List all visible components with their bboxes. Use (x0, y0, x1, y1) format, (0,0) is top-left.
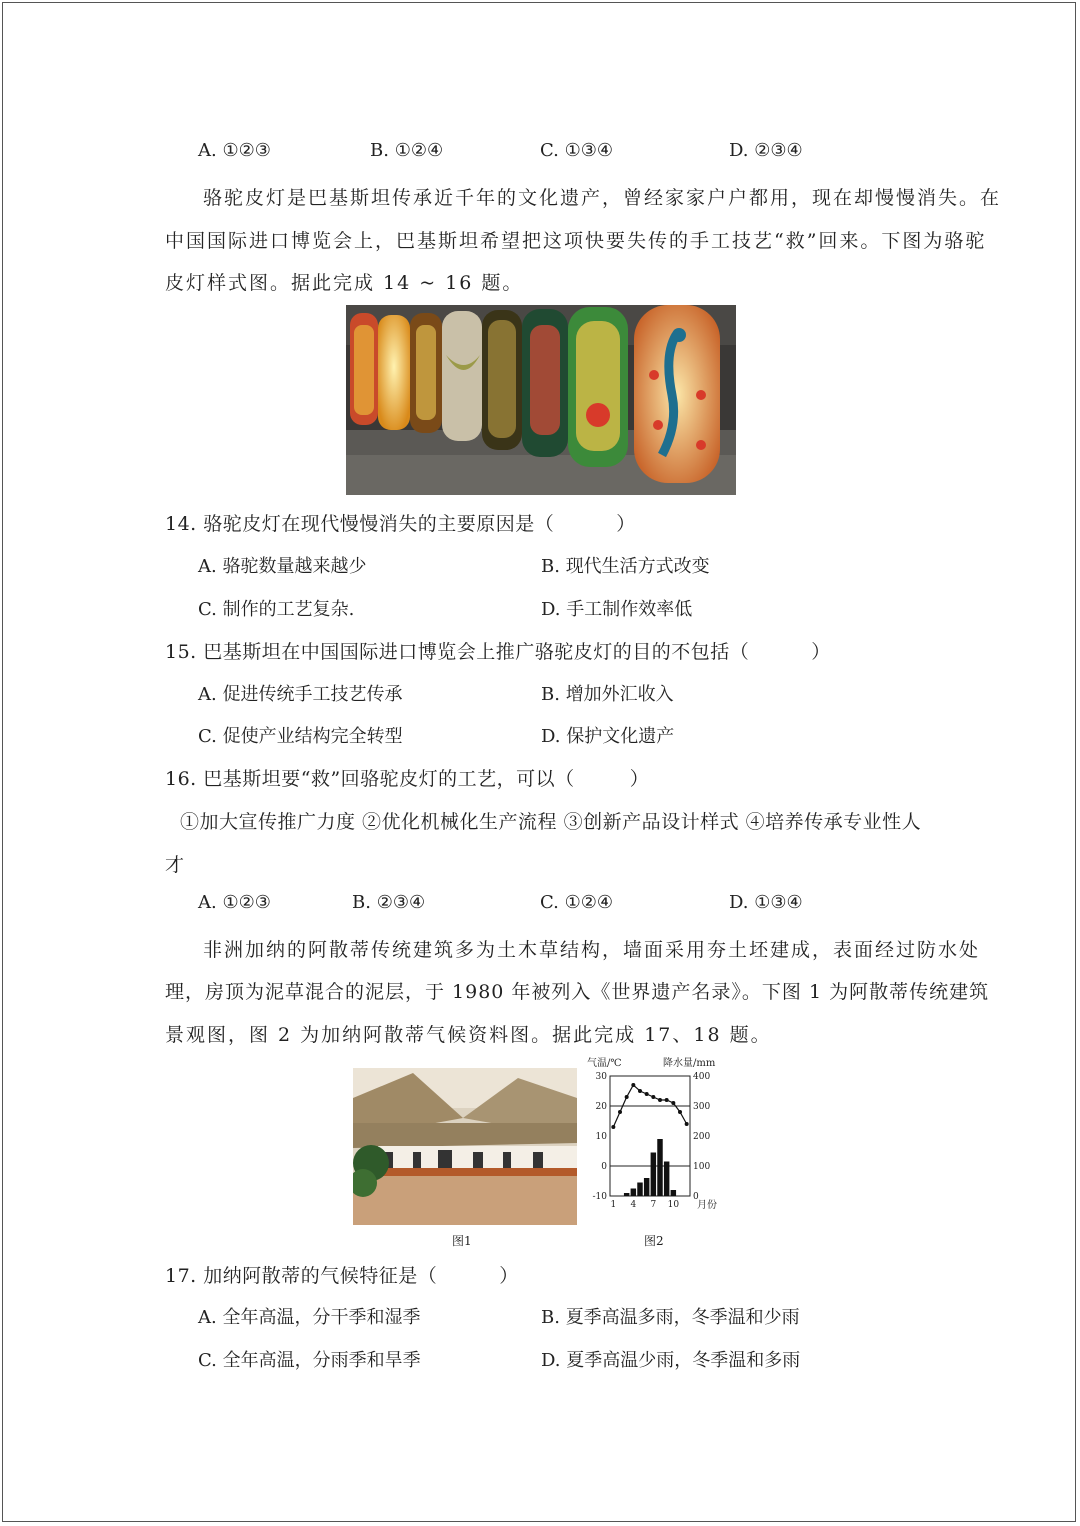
q16-option-b: B. ②③④ (352, 892, 426, 913)
temperature-tick-label: 10 (595, 1132, 607, 1142)
precipitation-tick-label: 300 (693, 1102, 711, 1112)
temperature-point (665, 1098, 669, 1102)
q15-stem: 15. 巴基斯坦在中国国际进口博览会上推广骆驼皮灯的目的不包括（ ） (165, 641, 831, 663)
precipitation-tick-label: 400 (693, 1072, 711, 1082)
temperature-point (611, 1125, 615, 1129)
temperature-point (658, 1098, 662, 1102)
ashanti-building-photo (353, 1068, 577, 1225)
temperature-point (671, 1101, 675, 1105)
temperature-point (685, 1122, 689, 1126)
temperature-point (638, 1089, 642, 1093)
q14-option-c: C. 制作的工艺复杂. (198, 599, 355, 620)
month-tick-label: 4 (630, 1200, 637, 1210)
passage2-line-3: 景观图，图 2 为加纳阿散蒂气候资料图。据此完成 17、18 题。 (165, 1024, 772, 1046)
q15-option-d: D. 保护文化遗产 (541, 726, 675, 747)
q17-stem: 17. 加纳阿散蒂的气候特征是（ ） (165, 1265, 519, 1287)
q15-option-c: C. 促使产业结构完全转型 (198, 726, 403, 747)
q17-option-a: A. 全年高温，分干季和湿季 (198, 1307, 421, 1328)
passage2-line-2: 理，房顶为泥草混合的泥层，于 1980 年被列入《世界遗产名录》。下图 1 为阿散蒂传统建筑 (165, 981, 990, 1003)
q13-option-a: A. ①②③ (198, 140, 271, 161)
q13-option-c: C. ①③④ (540, 140, 614, 161)
precipitation-bar (637, 1183, 642, 1197)
temperature-tick-label: 0 (601, 1162, 607, 1172)
q16-statements-line-1: ①加大宣传推广力度 ②优化机械化生产流程 ③创新产品设计样式 ④培养传承专业性人 (180, 811, 922, 833)
passage1-line-2: 中国国际进口博览会上，巴基斯坦希望把这项快要失传的手工技艺“救”回来。下图为骆驼 (165, 230, 987, 252)
precipitation-bar (671, 1190, 676, 1196)
month-axis-label: 月份 (697, 1200, 717, 1211)
q16-stem: 16. 巴基斯坦要“救”回骆驼皮灯的工艺，可以（ ） (165, 768, 650, 790)
temperature-point (618, 1110, 622, 1114)
q14-stem: 14. 骆驼皮灯在现代慢慢消失的主要原因是（ ） (165, 513, 636, 535)
q16-option-a: A. ①②③ (198, 892, 271, 913)
q14-option-a: A. 骆驼数量越来越少 (198, 556, 367, 577)
q15-option-b: B. 增加外汇收入 (541, 684, 674, 705)
figure1-caption: 图1 (452, 1234, 472, 1248)
precipitation-bar (651, 1153, 656, 1197)
precipitation-tick-label: 0 (693, 1192, 699, 1202)
temperature-point (651, 1095, 655, 1099)
figure2-caption: 图2 (644, 1234, 664, 1248)
plot-frame (610, 1076, 690, 1196)
q16-option-c: C. ①②④ (540, 892, 614, 913)
q13-option-b: B. ①②④ (370, 140, 444, 161)
temperature-point (678, 1110, 682, 1114)
precipitation-tick-label: 100 (693, 1162, 711, 1172)
precipitation-bar (664, 1162, 669, 1197)
temperature-point (645, 1092, 649, 1096)
q17-option-c: C. 全年高温，分雨季和旱季 (198, 1350, 421, 1371)
passage2-line-1: 非洲加纳的阿散蒂传统建筑多为土木草结构，墙面采用夯土坯建成，表面经过防水处 (203, 939, 981, 961)
passage1-line-3: 皮灯样式图。据此完成 14 ~ 16 题。 (165, 272, 524, 294)
camel-skin-lamps-photo (346, 305, 736, 495)
month-tick-label: 10 (667, 1200, 680, 1210)
q14-option-d: D. 手工制作效率低 (541, 599, 693, 620)
temperature-point (631, 1083, 635, 1087)
precipitation-tick-label: 200 (693, 1132, 711, 1142)
precipitation-bar (644, 1178, 649, 1196)
month-tick-label: 7 (650, 1200, 657, 1210)
temperature-tick-label: 30 (595, 1072, 607, 1082)
q15-option-a: A. 促进传统手工技艺传承 (198, 684, 403, 705)
month-tick-label: 1 (610, 1200, 617, 1210)
precipitation-bar (624, 1193, 629, 1196)
passage1-line-1: 骆驼皮灯是巴基斯坦传承近千年的文化遗产，曾经家家户户都用，现在却慢慢消失。在 (203, 187, 1002, 209)
precipitation-axis-label: 降水量/mm (663, 1058, 716, 1069)
q16-option-d: D. ①③④ (729, 892, 803, 913)
q17-option-b: B. 夏季高温多雨，冬季温和少雨 (541, 1307, 800, 1328)
temperature-axis-label: 气温/℃ (587, 1058, 622, 1069)
q13-option-d: D. ②③④ (729, 140, 803, 161)
precipitation-bar (631, 1189, 636, 1197)
q16-statements-line-2: 才 (165, 854, 185, 876)
climate-chart (585, 1054, 725, 1219)
precipitation-bar (657, 1139, 662, 1196)
q17-option-d: D. 夏季高温少雨，冬季温和多雨 (541, 1350, 801, 1371)
temperature-tick-label: -10 (592, 1192, 607, 1202)
temperature-point (625, 1095, 629, 1099)
temperature-tick-label: 20 (595, 1102, 607, 1112)
q14-option-b: B. 现代生活方式改变 (541, 556, 710, 577)
